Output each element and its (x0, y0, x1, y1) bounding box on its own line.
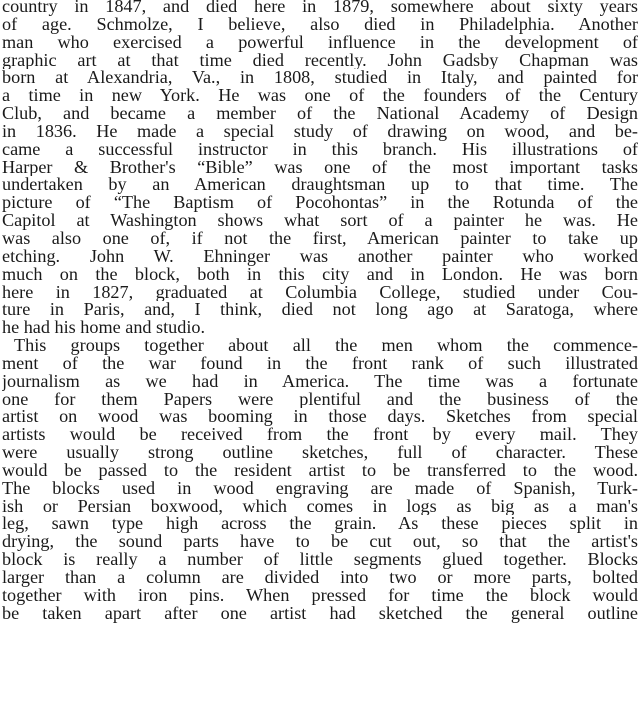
text-line: born at Alexandria, Va., in 1808, studied in Italy, and painted for (2, 69, 638, 88)
text-line: journalism as we had in America. The time was a fortunate (2, 372, 638, 391)
text-line: a time in new York. He was one of the founders of the Century (2, 87, 638, 106)
text-line: much on the block, both in this city and in London. He was born (2, 265, 638, 284)
text-line: in 1836. He made a special study of drawing on wood, and be- (2, 122, 638, 141)
text-line: The blocks used in wood engraving are made of Spanish, Turk- (2, 479, 638, 498)
text-line: one for them Papers were plentiful and the business of the (2, 390, 638, 409)
text-line: block is really a number of little segments glued together. Blocks (2, 551, 638, 569)
text-line: he had his home and studio. (2, 319, 206, 338)
text-line: Harper & Brother's “Bible” was one of the most important tasks (2, 158, 638, 177)
paragraph-war-illustration (2, 337, 638, 623)
article-text-column (2, 0, 638, 623)
paragraph-chapman-ehninger (2, 0, 638, 337)
text-line: be taken apart after one artist had sketched the general outline (2, 604, 638, 623)
text-line: of age. Schmolze, I believe, also died in Philadelphia. Another (2, 15, 638, 34)
text-line: country in 1847, and died here in 1879, somewhere about sixty years (2, 0, 638, 16)
text-line: leg, sawn type high across the grain. As these pieces split in (2, 515, 638, 534)
text-line: here in 1827, graduated at Columbia College, studied under Cou- (2, 283, 638, 302)
text-line: artist on wood was booming in those days. Sketches from special (2, 408, 638, 427)
text-line: came a successful instructor in this branch. His illustrations of (2, 140, 638, 159)
text-line: was also one of, if not the first, American painter to take up (2, 229, 638, 248)
text-line: etching. John W. Ehninger was another painter who worked (2, 247, 638, 266)
text-line: would be passed to the resident artist to be transferred to the wood. (2, 461, 638, 480)
text-line: man who exercised a powerful influence in the development of (2, 33, 638, 52)
text-line: graphic art at that time died recently. John Gadsby Chapman was (2, 51, 638, 70)
text-line: drying, the sound parts have to be cut out, so that the artist's (2, 533, 638, 552)
text-line: artists would be received from the front by every mail. They (2, 426, 638, 445)
text-line: This groups together about all the men whom the commence- (14, 337, 638, 355)
text-line: Capitol at Washington shows what sort of a painter he was. He (2, 212, 638, 230)
text-line: ture in Paris, and, I think, died not long ago at Saratoga, where (2, 301, 638, 320)
text-line: undertaken by an American draughtsman up to that time. The (2, 176, 638, 195)
text-line: ish or Persian boxwood, which comes in logs as big as a man's (2, 497, 638, 516)
text-line: Club, and became a member of the National Academy of Design (2, 105, 638, 123)
text-line: picture of “The Baptism of Pocohontas” in the Rotunda of the (2, 194, 638, 213)
text-line: ment of the war found in the front rank of such illustrated (2, 354, 638, 373)
text-line: were usually strong outline sketches, full of character. These (2, 444, 638, 462)
text-line: larger than a column are divided into two or more parts, bolted (2, 569, 638, 587)
text-line: together with iron pins. When pressed for time the block would (2, 586, 638, 605)
